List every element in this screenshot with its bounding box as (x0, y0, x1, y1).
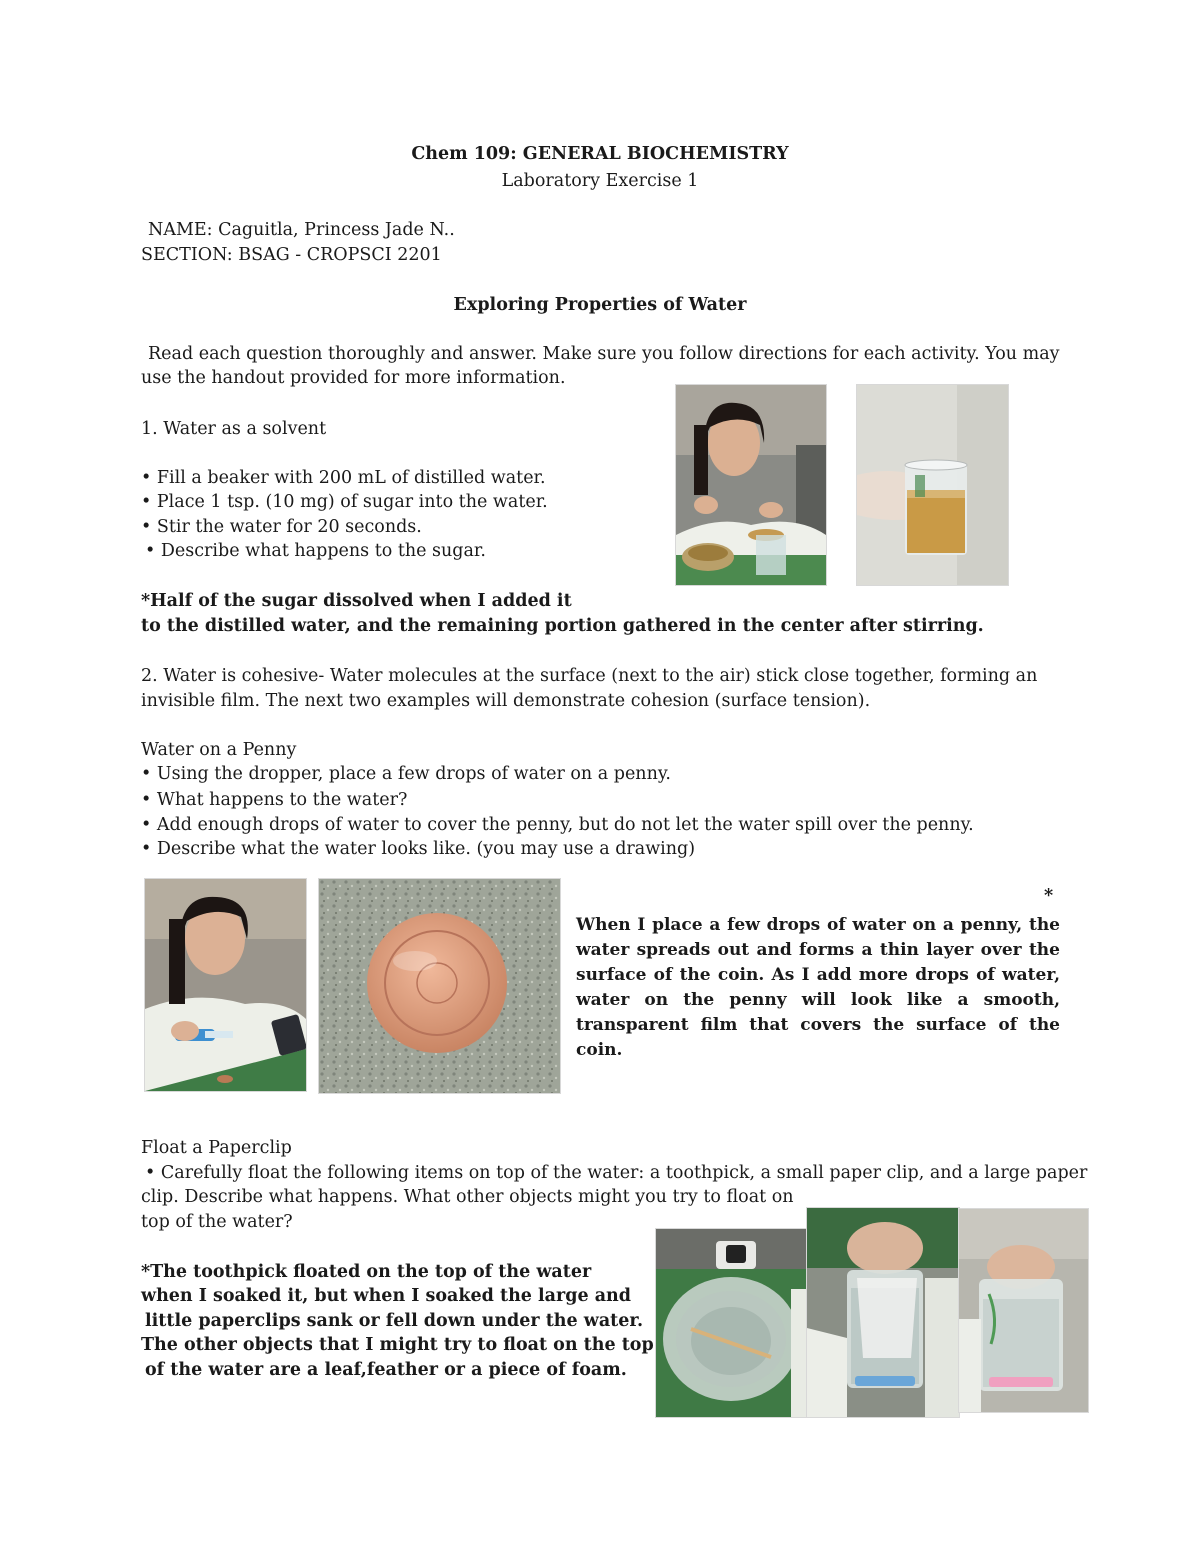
photo-student-adding-sugar (675, 384, 827, 586)
paperclip-answer-line: *The toothpick floated on the top of the water (141, 1262, 592, 1282)
section1-step: • Fill a beaker with 200 mL of distilled water. (141, 468, 546, 488)
paperclip-answer-line: little paperclips sank or fell down under the water. (145, 1311, 644, 1331)
penny-step: • What happens to the water? (141, 790, 408, 810)
paperclip-step-line-2: clip. Describe what happens. What other objects might you try to float on (141, 1187, 794, 1207)
photo-toothpick-floating (655, 1228, 812, 1418)
photo-small-paperclip-sinking (806, 1207, 960, 1418)
section1-step: • Describe what happens to the sugar. (145, 541, 486, 561)
photo-sugar-water-glass (856, 384, 1009, 586)
intro-line-2: use the handout provided for more information. (141, 368, 566, 388)
student-section: SECTION: BSAG - CROPSCI 2201 (141, 245, 442, 265)
paperclip-answer-line: when I soaked it, but when I soaked the large and (141, 1286, 631, 1306)
exercise-subtitle: Laboratory Exercise 1 (501, 171, 699, 191)
paperclip-heading: Float a Paperclip (141, 1138, 292, 1158)
section1-step: • Stir the water for 20 seconds. (141, 517, 422, 537)
penny-step: • Using the dropper, place a few drops of water on a penny. (141, 764, 671, 784)
section1-step: • Place 1 tsp. (10 mg) of sugar into the water. (141, 492, 548, 512)
section1-answer-line-2: to the distilled water, and the remaining portion gathered in the center after stirring. (141, 616, 984, 636)
paperclip-answer-line: The other objects that I might try to float on the top (141, 1335, 654, 1355)
photo-student-with-dropper (144, 878, 307, 1092)
paperclip-step-line-1: • Carefully float the following items on top of the water: a toothpick, a small paper clip, and a large paper (145, 1163, 1088, 1183)
course-title: Chem 109: GENERAL BIOCHEMISTRY (411, 144, 789, 164)
penny-heading: Water on a Penny (141, 740, 297, 760)
penny-answer-star: * (1044, 886, 1054, 906)
paperclip-step-line-3: top of the water? (141, 1212, 293, 1232)
document-title: Exploring Properties of Water (453, 295, 747, 315)
student-name: NAME: Caguitla, Princess Jade N.. (148, 220, 455, 240)
penny-step: • Describe what the water looks like. (you may use a drawing) (141, 839, 696, 859)
photo-large-paperclip-sinking (958, 1208, 1089, 1413)
penny-step: • Add enough drops of water to cover the penny, but do not let the water spill over the penny. (141, 815, 974, 835)
section1-answer-line-1: *Half of the sugar dissolved when I added it (141, 591, 572, 611)
section1-heading: 1. Water as a solvent (141, 419, 327, 439)
section2-intro-line-2: invisible film. The next two examples will demonstrate cohesion (surface tension). (141, 691, 871, 711)
penny-answer: When I place a few drops of water on a penny, the water spreads out and forms a thin layer over the surface of the coin. As I add more drops of water, water on the penny will look like a smooth, transparent film that covers the surface of the coin. (576, 915, 1060, 1060)
intro-line-1: Read each question thoroughly and answer. Make sure you follow directions for each activity. You may (148, 344, 1060, 364)
paperclip-answer-line: of the water are a leaf,feather or a piece of foam. (145, 1360, 627, 1380)
photo-penny-with-water (318, 878, 561, 1094)
section2-intro-line-1: 2. Water is cohesive- Water molecules at the surface (next to the air) stick close together, forming an (141, 666, 1038, 686)
